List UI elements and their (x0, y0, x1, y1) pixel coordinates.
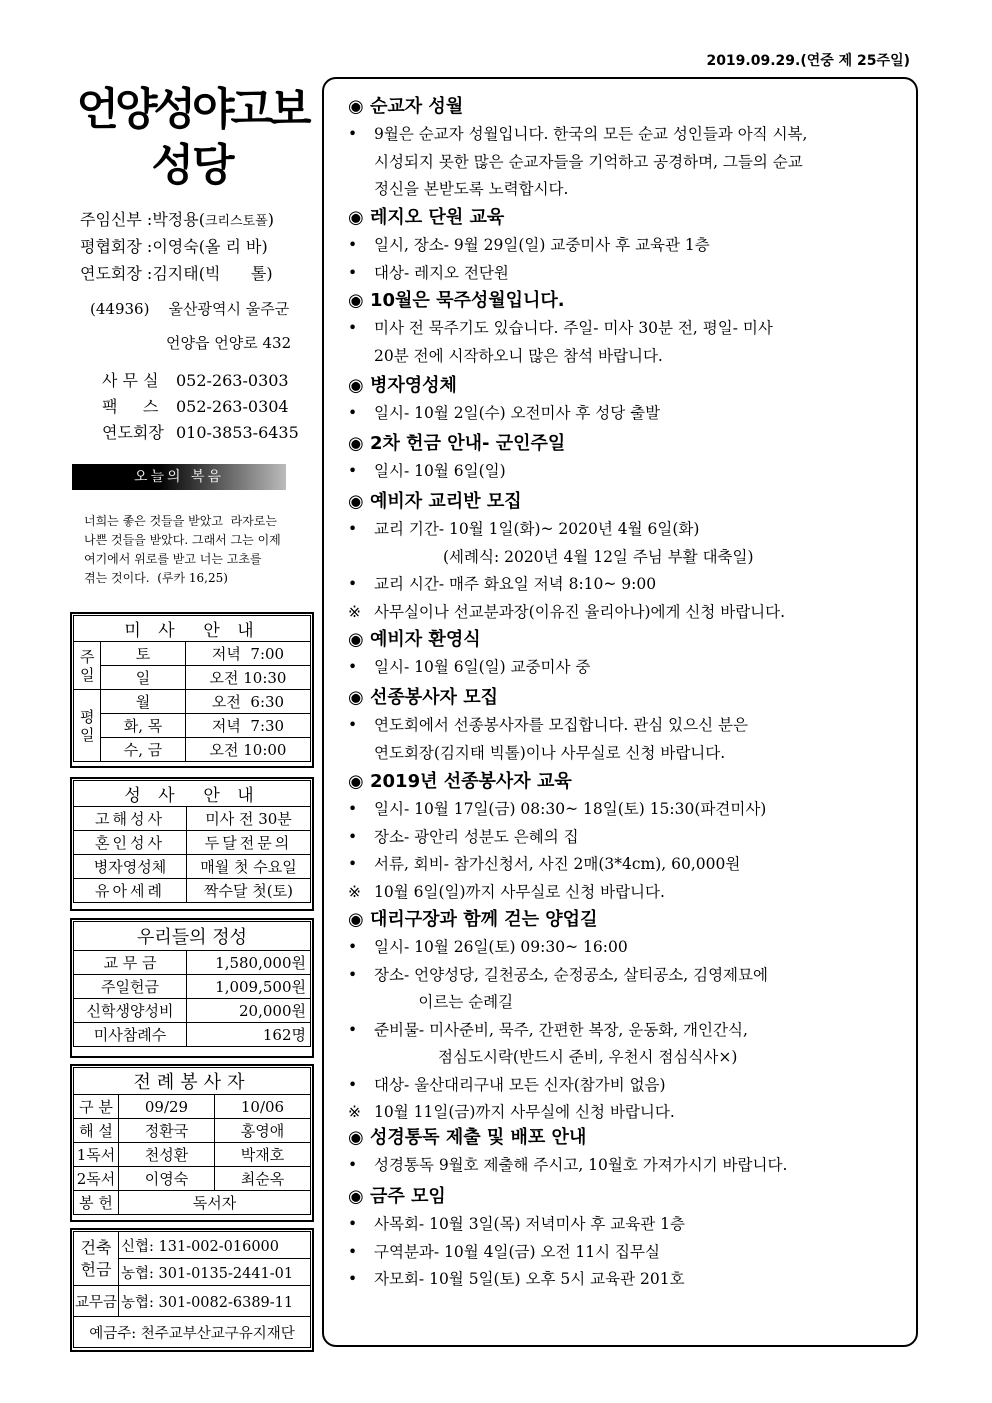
mass-day: 화, 목 (101, 714, 186, 738)
notice-line (348, 741, 725, 763)
offering-amount: 20,000원 (187, 999, 311, 1023)
server-name: 최순옥 (215, 1167, 311, 1191)
notice-title-text: 성경통독 제출 및 배포 안내 (370, 1127, 587, 1148)
staff-role: 주임신부 (80, 210, 142, 229)
server-name: 천성환 (119, 1143, 215, 1167)
contact-yeondo: 연도회장 010-3853-6435 (102, 423, 299, 442)
bullet-icon: • (348, 236, 358, 254)
notice-title (348, 1182, 446, 1208)
notice-title-text: 레지오 단원 교육 (370, 207, 505, 228)
servers-col: 09/29 (119, 1095, 215, 1119)
sacrament-info: 매월 첫 수요일 (187, 855, 311, 879)
bullet-icon: ※ (348, 882, 361, 901)
mass-day: 토 (101, 642, 186, 666)
staff-role: 평협회장 (80, 237, 142, 256)
notice-line (348, 517, 699, 539)
bullet-icon: • (348, 1270, 358, 1288)
bullet-icon: • (348, 855, 358, 873)
notice-line-text: 사무실이나 선교분과장(이유진 율리아나)에게 신청 바랍니다. (374, 602, 786, 621)
bullet-icon: • (348, 263, 358, 282)
servers-col: 구 분 (74, 1095, 119, 1119)
bullseye-icon: ◉ (348, 1127, 364, 1148)
notice-line-text: 교리 시간- 매주 화요일 저녁 8:10~ 9:00 (374, 575, 657, 593)
staff-yeondo-president: 연도회장 :김지태(빅 톨) (80, 264, 273, 283)
bullet-icon: • (348, 658, 358, 676)
staff-pastor: 주임신부 :박정용(크리스토폴) (80, 210, 274, 229)
bullet-icon: ※ (348, 602, 361, 621)
offering-amount: 162명 (187, 1023, 311, 1047)
mass-time: 오전 6:30 (186, 690, 311, 714)
accounts-table (73, 1231, 311, 1348)
bullseye-icon: ◉ (348, 375, 364, 396)
notice-line-text: (세례식: 2020년 4월 12일 주님 부활 대축일) (374, 547, 754, 566)
notice-line (348, 1153, 787, 1175)
bullseye-icon: ◉ (348, 290, 364, 311)
notice-line (348, 1240, 660, 1262)
notice-line (348, 852, 740, 874)
notice-line-text: 장소- 광안리 성분도 은혜의 집 (374, 827, 579, 846)
notice-title (348, 767, 572, 793)
staff-baptismal: 올 리 바 (204, 237, 262, 256)
bullet-icon: • (348, 938, 358, 956)
notice-line-text: 연도회장(김지태 빅톨)이나 사무실로 신청 바랍니다. (374, 743, 726, 762)
mass-day: 수, 금 (101, 738, 186, 762)
notice-title-text: 대리구장과 함께 걷는 양업길 (370, 909, 598, 930)
notice-line (348, 825, 579, 847)
mass-weekday-label: 평일 (74, 690, 101, 762)
notice-line (348, 261, 509, 283)
server-name: 독서자 (119, 1191, 311, 1215)
bullseye-icon: ◉ (348, 771, 364, 792)
server-name: 이영숙 (119, 1167, 215, 1191)
notice-line (348, 572, 656, 594)
bullet-icon: • (348, 1075, 358, 1094)
notice-line (348, 1018, 748, 1040)
building-fund-label: 건축 헌금 (74, 1232, 119, 1286)
bullet-icon: • (348, 716, 358, 734)
bullseye-icon: ◉ (348, 491, 364, 512)
staff-role: 연도회장 (80, 264, 142, 283)
notice-line (348, 1073, 666, 1095)
notice-line (348, 545, 754, 567)
sacraments-header: 성 사 안 내 (74, 781, 311, 807)
sacrament-info: 미사 전 30분 (187, 807, 311, 831)
notice-line (348, 122, 807, 144)
parish-title-sub: 성당 (151, 140, 233, 191)
notice-line (348, 459, 506, 481)
address-line1 (90, 298, 289, 319)
notice-line (348, 880, 665, 902)
notice-line-text: 구역분과- 10월 4일(금) 오전 11시 집무실 (374, 1242, 660, 1261)
notice-line (348, 150, 803, 172)
sacrament-info: 짝수달 첫(토) (187, 879, 311, 903)
notice-line (348, 401, 660, 423)
notice-line-text: 정신을 본받도록 노력합시다. (374, 180, 569, 198)
bullseye-icon: ◉ (348, 909, 364, 930)
bullseye-icon: ◉ (348, 433, 364, 454)
mass-time: 오전 10:30 (186, 666, 311, 690)
notice-title-text: 병자영성체 (370, 375, 457, 396)
sacrament-name: 고해성사 (74, 807, 187, 831)
offerings-header: 우리들의 정성 (74, 922, 311, 951)
address-city: 울산광역시 울주군 (168, 300, 290, 318)
offering-amount: 1,580,000원 (187, 951, 311, 975)
server-role: 해 설 (74, 1119, 119, 1143)
notice-title (348, 371, 457, 397)
dues-label: 교무금 (74, 1286, 119, 1317)
notice-line-text: 일시- 10월 2일(수) 오전미사 후 성당 출발 (374, 404, 661, 422)
gospel-header: 오늘의 복음 (72, 464, 286, 490)
notice-line (348, 344, 663, 366)
notice-line (348, 316, 773, 338)
contact-office: 사 무 실 052-263-0303 (102, 371, 289, 390)
notice-line-text: 20분 전에 시작하오니 많은 참석 바랍니다. (374, 346, 663, 365)
notice-line-text: 대상- 울산대리구내 모든 신자(참가비 없음) (374, 1075, 666, 1094)
notice-line-text: 9월은 순교자 성월입니다. 한국의 모든 순교 성인들과 아직 시복, (374, 125, 808, 143)
notice-title (348, 286, 565, 312)
notice-title-text: 2019년 선종봉사자 교육 (370, 771, 572, 792)
bullet-icon: • (348, 520, 358, 538)
building-account: 농협: 301-0135-2441-01 (119, 1259, 311, 1286)
mass-time: 저녁 7:00 (186, 642, 311, 666)
notice-title-text: 10월은 묵주성월입니다. (370, 290, 565, 311)
contact-fax: 팩 스 052-263-0304 (102, 397, 289, 416)
notice-line (348, 233, 710, 255)
notice-line-text: 이르는 순례길 (374, 993, 514, 1011)
notice-line (348, 713, 748, 735)
offering-name: 주일헌금 (74, 975, 187, 999)
servers-header: 전례봉사자 (74, 1068, 311, 1095)
server-role: 봉 헌 (74, 1191, 119, 1215)
notice-line-text: 장소- 언양성당, 길천공소, 순정공소, 살티공소, 김영제묘에 (374, 965, 768, 984)
offerings-table (73, 921, 311, 1047)
bullet-icon: • (348, 319, 358, 337)
mass-table (73, 615, 311, 762)
mass-day: 월 (101, 690, 186, 714)
bullet-icon: • (348, 1242, 358, 1261)
sacraments-table (73, 780, 311, 903)
notice-line (348, 1212, 685, 1234)
notice-line-text: 일시- 10월 17일(금) 08:30~ 18일(토) 15:30(파견미사) (374, 800, 767, 818)
bullet-icon: • (348, 965, 358, 984)
notice-line (348, 990, 513, 1012)
building-account: 신협: 131-002-016000 (119, 1232, 311, 1259)
offering-amount: 1,009,500원 (187, 975, 311, 999)
bullet-icon: • (348, 827, 358, 846)
mass-time: 오전 10:00 (186, 738, 311, 762)
notice-title (348, 905, 597, 931)
notice-line-text: 준비물- 미사준비, 묵주, 간편한 복장, 운동화, 개인간식, (374, 1020, 748, 1039)
notice-line-text: 미사 전 묵주기도 있습니다. 주일- 미사 30분 전, 평일- 미사 (374, 319, 773, 337)
notice-line (348, 655, 590, 677)
notice-title-text: 예비자 환영식 (370, 629, 481, 650)
notice-title (348, 429, 565, 455)
staff-baptismal: 크리스토폴 (204, 214, 268, 229)
notice-line (348, 935, 628, 957)
notice-line (348, 177, 568, 199)
servers-col: 10/06 (215, 1095, 311, 1119)
server-role: 1독서 (74, 1143, 119, 1167)
sacrament-info: 두달전문의 (187, 831, 311, 855)
notice-line (348, 600, 785, 622)
mass-header: 미 사 안 내 (74, 616, 311, 642)
notice-line (348, 963, 768, 985)
notice-line (348, 1100, 675, 1122)
parish-title: 언양성야고보 (76, 84, 308, 135)
notice-line-text: 자모회- 10월 5일(토) 오후 5시 교육관 201호 (374, 1270, 685, 1288)
bullseye-icon: ◉ (348, 207, 364, 228)
bullseye-icon: ◉ (348, 96, 364, 117)
notice-line-text: 성경통독 9월호 제출해 주시고, 10월호 가져가시기 바랍니다. (374, 1156, 788, 1174)
notice-line-text: 사목회- 10월 3일(목) 저녁미사 후 교육관 1층 (374, 1215, 685, 1233)
server-name: 박재호 (215, 1143, 311, 1167)
bullet-icon: • (348, 575, 358, 593)
offering-name: 신학생양성비 (74, 999, 187, 1023)
bullet-icon: • (348, 800, 358, 818)
bullet-icon: ※ (348, 1103, 361, 1121)
notice-title-text: 순교자 성월 (370, 96, 464, 117)
mass-time: 저녁 7:30 (186, 714, 311, 738)
notice-title-text: 금주 모임 (370, 1186, 446, 1207)
zip-code: (44936) (90, 300, 150, 318)
bullseye-icon: ◉ (348, 1186, 364, 1207)
server-role: 2독서 (74, 1167, 119, 1191)
bullseye-icon: ◉ (348, 687, 364, 708)
mass-day: 일 (101, 666, 186, 690)
notice-line-text: 일시- 10월 26일(토) 09:30~ 16:00 (374, 938, 628, 956)
notice-line-text: 시성되지 못한 많은 순교자들을 기억하고 공경하며, 그들의 순교 (374, 152, 803, 171)
staff-baptismal: 빅 톨 (204, 264, 267, 283)
notice-line-text: 일시- 10월 6일(일) (374, 462, 506, 480)
server-name: 홍영애 (215, 1119, 311, 1143)
notice-line (348, 797, 766, 819)
notice-title-text: 2차 헌금 안내- 군인주일 (370, 433, 566, 454)
dues-account: 농협: 301-0082-6389-11 (119, 1286, 311, 1317)
notice-line (348, 1045, 737, 1067)
sacrament-name: 유아세례 (74, 879, 187, 903)
bullet-icon: • (348, 1156, 358, 1174)
staff-name: 이영숙 (152, 237, 199, 256)
staff-name: 김지태 (152, 264, 199, 283)
sacrament-name: 병자영성체 (74, 855, 187, 879)
gospel-text: 너희는 좋은 것들을 받았고 라자로는 나쁜 것들을 받았다. 그래서 그는 이제 여기에서 위로를 받고 너는 고초를 겪는 것이다. (루카 16,25) (84, 514, 281, 585)
notice-title (348, 1123, 586, 1149)
bullet-icon: • (348, 404, 358, 422)
notice-line-text: 10월 11일(금)까지 사무실에 신청 바랍니다. (374, 1103, 675, 1121)
notice-title (348, 625, 481, 651)
notice-line (348, 1267, 685, 1289)
servers-table (73, 1067, 311, 1215)
notice-title-text: 예비자 교리반 모집 (370, 491, 522, 512)
bullet-icon: • (348, 125, 358, 143)
sacrament-name: 혼인성사 (74, 831, 187, 855)
mass-sunday-label: 주일 (74, 642, 101, 690)
bullet-icon: • (348, 1020, 358, 1039)
address-line2: 언양읍 언양로 432 (166, 334, 292, 352)
bullet-icon: • (348, 462, 358, 480)
offering-name: 교 무 금 (74, 951, 187, 975)
notice-title (348, 487, 522, 513)
notice-title (348, 203, 504, 229)
notice-line-text: 10월 6일(일)까지 사무실로 신청 바랍니다. (374, 882, 665, 901)
notice-title-text: 선종봉사자 모집 (370, 687, 498, 708)
notice-line-text: 점심도시락(반드시 준비, 우천시 점심식사×) (374, 1048, 738, 1066)
notice-title (348, 92, 463, 118)
account-holder: 예금주: 천주교부산교구유지재단 (74, 1317, 311, 1348)
notice-line-text: 서류, 회비- 참가신청서, 사진 2매(3*4cm), 60,000원 (374, 855, 741, 873)
notice-line-text: 일시, 장소- 9월 29일(일) 교중미사 후 교육관 1층 (374, 236, 710, 254)
notice-title (348, 683, 498, 709)
bulletin-date: 2019.09.29.(연중 제 25주일) (706, 53, 910, 69)
notice-line-text: 대상- 레지오 전단원 (374, 263, 509, 282)
notice-line-text: 교리 기간- 10월 1일(화)~ 2020년 4월 6일(화) (374, 520, 700, 538)
notice-line-text: 일시- 10월 6일(일) 교중미사 중 (374, 658, 591, 676)
staff-council-president: 평협회장 :이영숙(올 리 바) (80, 237, 268, 256)
bullet-icon: • (348, 1215, 358, 1233)
server-name: 정환국 (119, 1119, 215, 1143)
staff-name: 박정용 (152, 210, 199, 229)
offering-name: 미사참례수 (74, 1023, 187, 1047)
bullseye-icon: ◉ (348, 629, 364, 650)
notice-line-text: 연도회에서 선종봉사자를 모집합니다. 관심 있으신 분은 (374, 716, 748, 734)
